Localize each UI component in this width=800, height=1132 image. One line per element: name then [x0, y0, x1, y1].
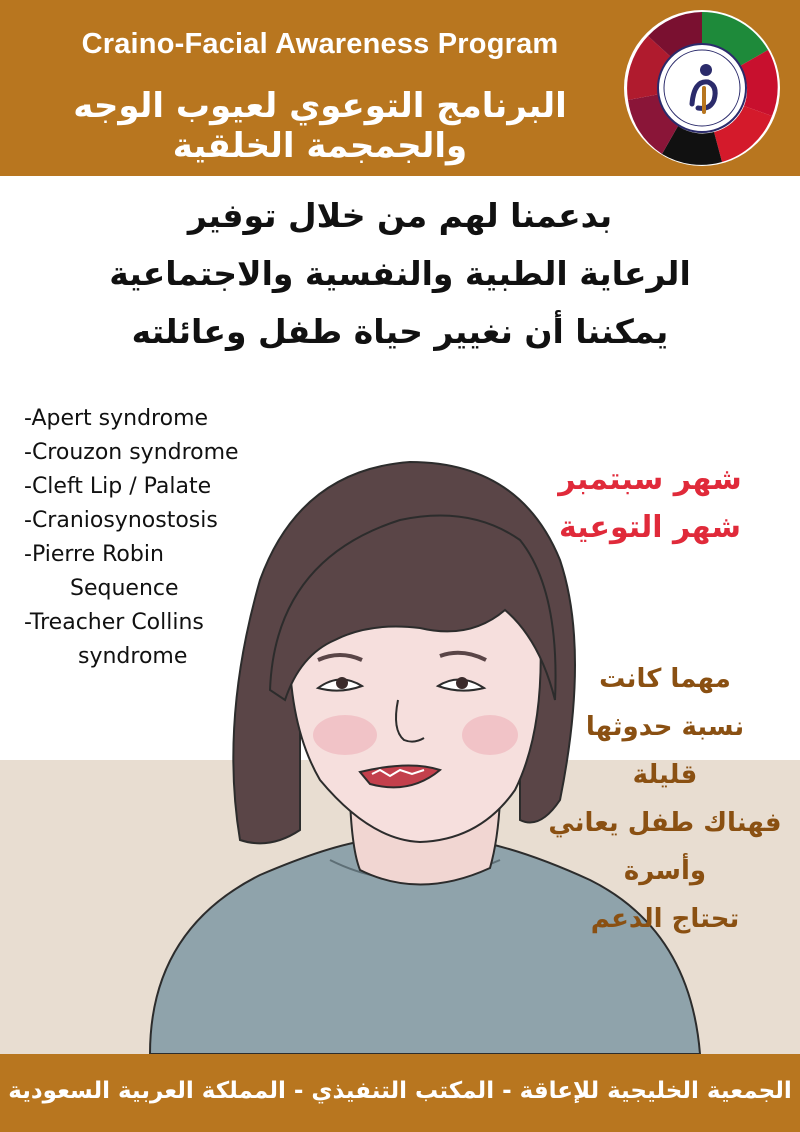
- side-message-line-4: فهناك طفل يعاني: [548, 808, 782, 838]
- headline-line-1: بدعمنا لهم من خلال توفير: [187, 196, 613, 235]
- footer-banner: [0, 1054, 800, 1132]
- syndrome-item: -Crouzon syndrome: [24, 440, 239, 465]
- header-banner: [0, 0, 800, 176]
- side-message-line-3: قليلة: [632, 760, 698, 790]
- syndrome-item: -Cleft Lip / Palate: [24, 474, 212, 499]
- syndrome-item: -Treacher Collins: [24, 610, 204, 635]
- side-message-line-6: تحتاج الدعم: [590, 904, 740, 934]
- awareness-month-line-2: شهر التوعية: [559, 510, 741, 545]
- syndrome-item: -Craniosynostosis: [24, 508, 218, 533]
- syndrome-item: -Apert syndrome: [24, 406, 209, 431]
- syndrome-item-continued: syndrome: [78, 644, 188, 669]
- side-message-line-5: وأسرة: [623, 856, 707, 886]
- syndrome-list: [24, 402, 314, 674]
- side-message-line-1: مهما كانت: [599, 664, 731, 694]
- syndrome-item: -Pierre Robin: [24, 542, 164, 567]
- side-message-line-2: نسبة حدوثها: [585, 712, 745, 742]
- program-title-english: Craino-Facial Awareness Program: [81, 28, 559, 60]
- syndrome-item-continued: Sequence: [70, 576, 179, 601]
- gulf-disability-society-logo: [622, 8, 782, 168]
- headline-line-2: الرعاية الطبية والنفسية والاجتماعية: [109, 254, 691, 293]
- awareness-month-line-1: شهر سبتمبر: [558, 462, 742, 497]
- program-title-arabic: البرنامج التوعوي لعيوب الوجه والجمجمة الخلقية: [73, 86, 567, 166]
- headline-line-3: يمكننا أن نغيير حياة طفل وعائلته: [131, 312, 669, 351]
- footer-organization: الجمعية الخليجية للإعاقة - المكتب التنفيذي - المملكة العربية السعودية: [8, 1078, 792, 1104]
